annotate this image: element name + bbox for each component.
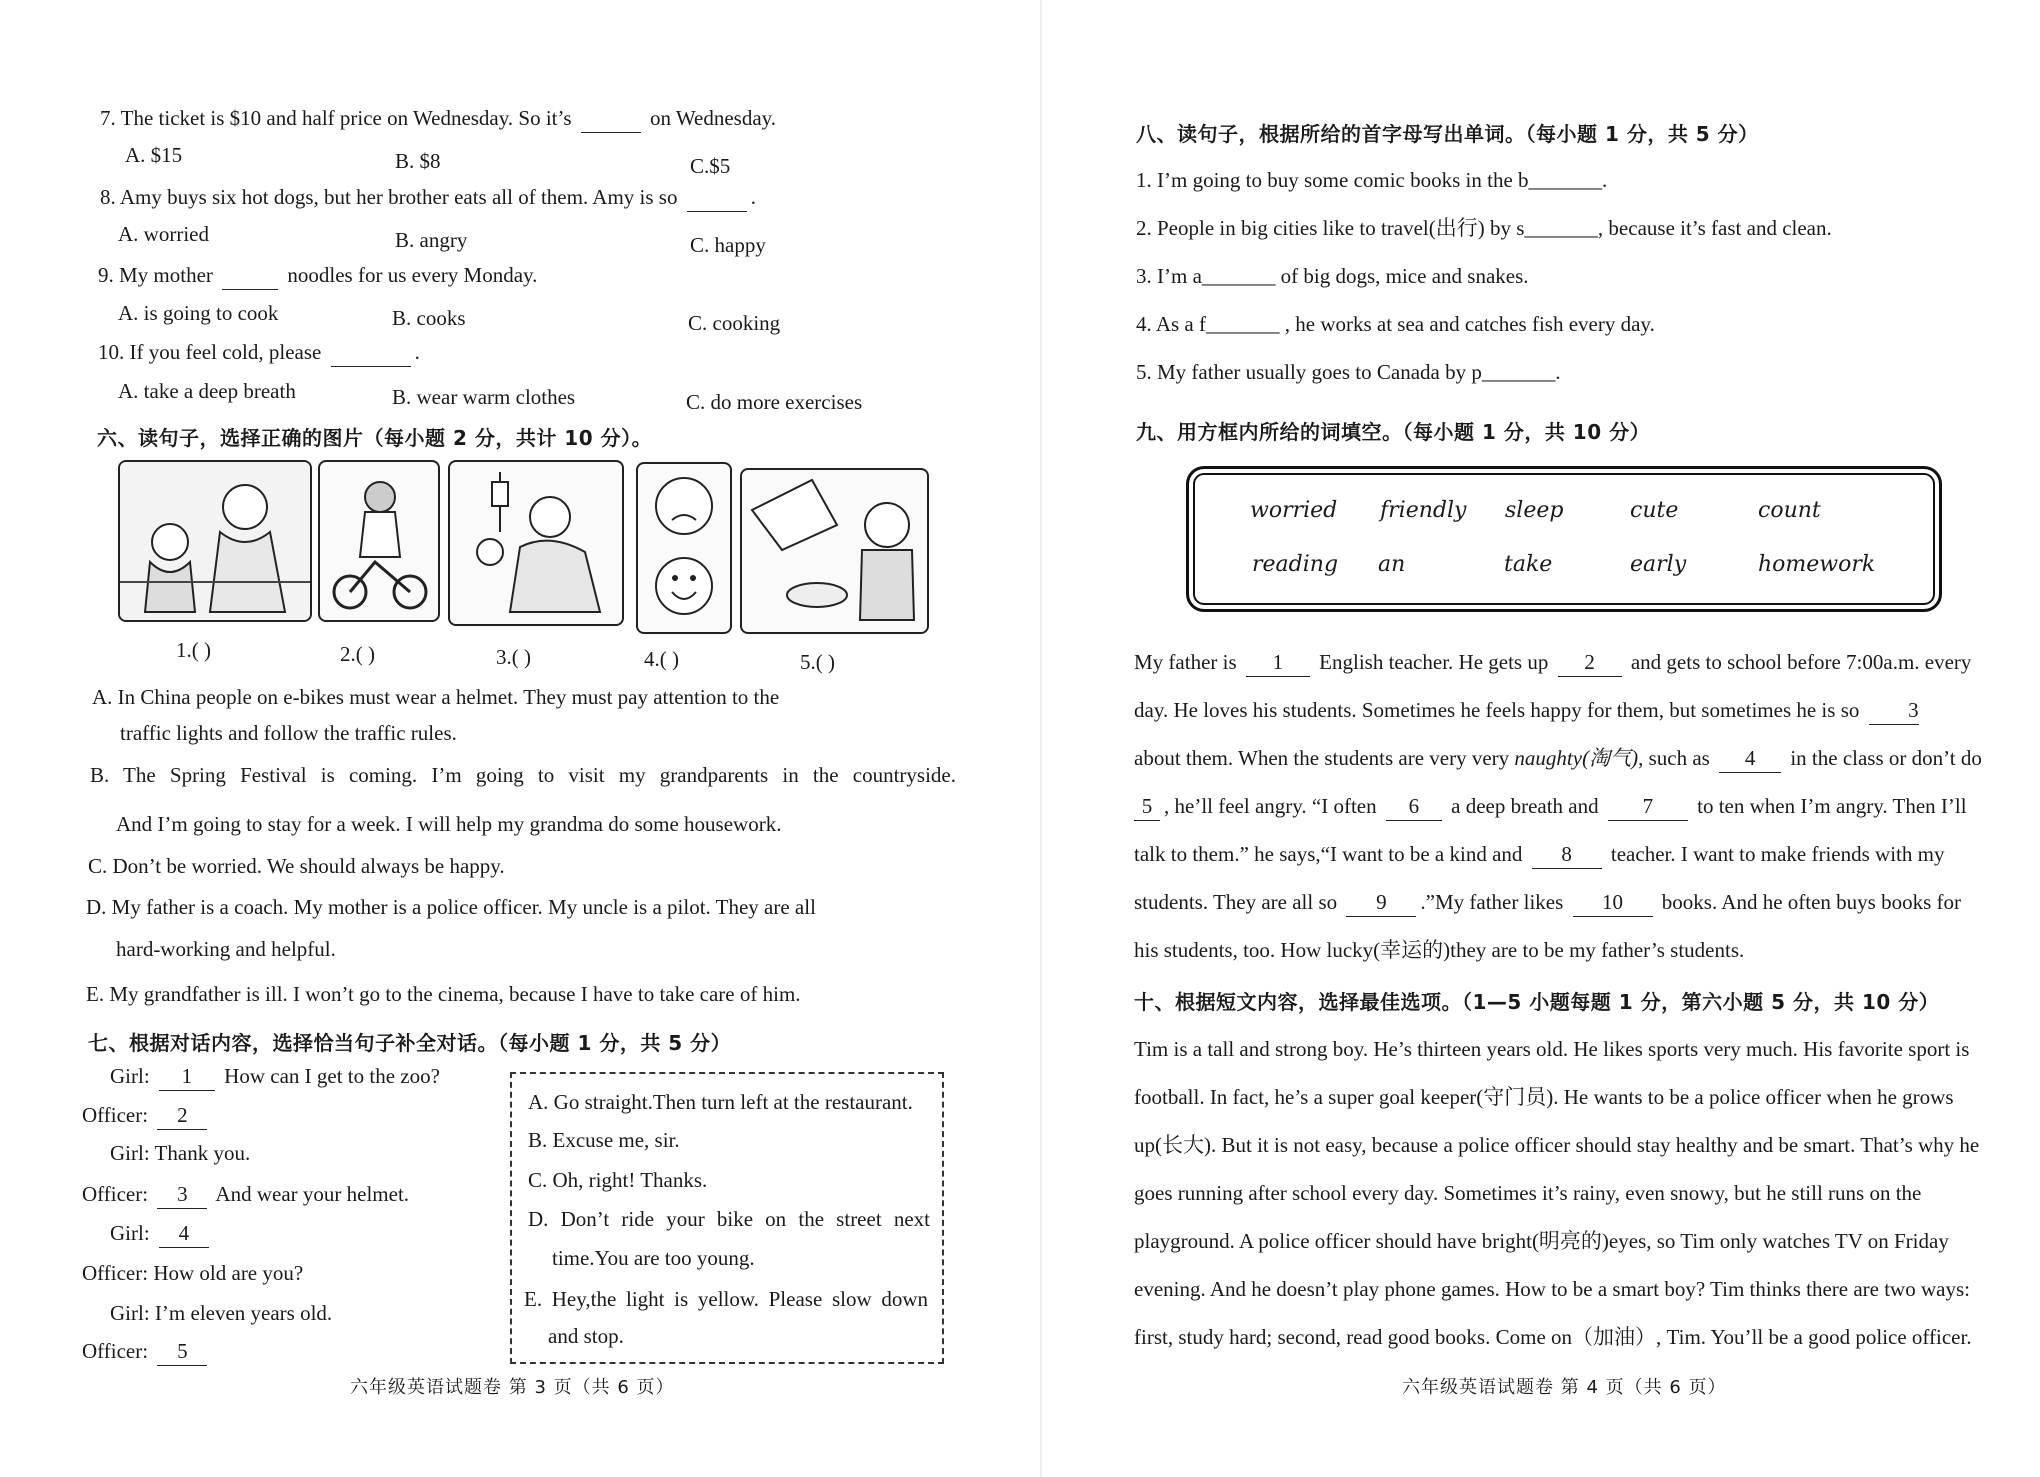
blank-5[interactable]: 5 <box>1134 792 1160 821</box>
page-footer: 六年级英语试题卷 第 4 页（共 6 页） <box>1402 1377 1727 1398</box>
passage-text: English teacher. He gets up <box>1319 650 1549 674</box>
word-bank-word: an <box>1378 552 1406 577</box>
passage-line-7: his students, too. How lucky(幸运的)they are to be my father’s students. <box>1134 938 1745 962</box>
sec8-item-1: 1. I’m going to buy some comic books in the b_______. <box>1136 168 1608 192</box>
sentence-a: A. In China people on e-bikes must wear a helmet. They must pay attention to the <box>92 685 780 709</box>
question-tail: . <box>750 185 756 209</box>
word-bank-word: reading <box>1252 552 1339 577</box>
whistle-icon <box>742 470 927 632</box>
blank-8[interactable]: 8 <box>1532 840 1602 869</box>
dialog-line-6 <box>82 1259 303 1287</box>
picture-5-whistle-officer <box>740 468 929 634</box>
sentence-d: D. My father is a coach. My mother is a police officer. My uncle is a pilot. They are all <box>86 895 816 919</box>
center-fold <box>1040 0 1042 1477</box>
speaker: Officer: <box>82 1339 149 1363</box>
passage-text: My father is <box>1134 650 1237 674</box>
q8-option-c[interactable]: C. happy <box>690 233 766 257</box>
answer-blank[interactable]: 1 <box>159 1062 215 1091</box>
page-footer: 六年级英语试题卷 第 3 页（共 6 页） <box>350 1377 675 1398</box>
picture-1-family-housework <box>118 460 312 622</box>
blank-4[interactable]: 4 <box>1719 744 1781 773</box>
q9-option-a[interactable]: A. is going to cook <box>118 301 279 325</box>
passage-text: to ten when I’m angry. Then I’ll <box>1697 794 1967 818</box>
picture-5-answer[interactable]: 5.( ) <box>800 650 835 674</box>
sec8-item-4: 4. As a f_______ , he works at sea and catches fish every day. <box>1136 312 1655 336</box>
dialog-line-1 <box>110 1062 440 1091</box>
sentence-b: B. The Spring Festival is coming. I’m going to visit my grandparents in the countryside. <box>90 763 956 787</box>
reading-line-4: goes running after school every day. Sometimes it’s rainy, even snowy, but he still runs on the <box>1134 1181 1922 1205</box>
passage-line-1 <box>1134 648 1971 677</box>
option-e: E. Hey,the light is yellow. Please slow down <box>524 1287 928 1311</box>
dialog-text: And wear your helmet. <box>215 1182 410 1206</box>
speaker: Girl: <box>110 1221 150 1245</box>
reading-line-5: playground. A police officer should have bright(明亮的)eyes, so Tim only watches TV on Friday <box>1134 1229 1949 1253</box>
reading-line-7: first, study hard; second, read good books. Come on（加油）, Tim. You’ll be a good police officer. <box>1134 1325 1972 1349</box>
q10-option-a[interactable]: A. take a deep breath <box>118 379 296 403</box>
speaker: Girl: <box>110 1141 150 1165</box>
question-text: 7. The ticket is $10 and half price on Wednesday. So it’s <box>100 106 572 130</box>
passage-line-6 <box>1134 888 1961 917</box>
word-bank-word: early <box>1630 552 1687 577</box>
answer-blank[interactable]: 3 <box>157 1180 207 1209</box>
question-text: 8. Amy buys six hot dogs, but her brother eats all of them. Amy is so <box>100 185 678 209</box>
passage-text: , such as <box>1638 746 1710 770</box>
housework-icon <box>120 462 310 620</box>
q7-option-b[interactable]: B. $8 <box>395 149 441 173</box>
picture-3-answer[interactable]: 3.( ) <box>496 645 531 669</box>
reading-line-2: football. In fact, he’s a super goal keeper(守门员). He wants to be a police officer when he grows <box>1134 1085 1954 1109</box>
blank-1[interactable]: 1 <box>1246 648 1310 677</box>
dialog-line-8 <box>82 1337 211 1366</box>
passage-line-5 <box>1134 840 1944 869</box>
q10-option-c[interactable]: C. do more exercises <box>686 390 863 414</box>
passage-line-3 <box>1134 744 1982 773</box>
q10-option-b[interactable]: B. wear warm clothes <box>392 385 576 409</box>
option-a: A. Go straight.Then turn left at the restaurant. <box>528 1090 913 1114</box>
answer-blank[interactable] <box>687 183 747 212</box>
speaker: Officer: <box>82 1182 149 1206</box>
passage-text: about them. When the students are very very <box>1134 746 1510 770</box>
speaker: Girl: <box>110 1064 150 1088</box>
question-tail: noodles for us every Monday. <box>287 263 538 287</box>
blank-7[interactable]: 7 <box>1608 792 1688 821</box>
section-8-heading: 八、读句子，根据所给的首字母写出单词。（每小题 1 分，共 5 分） <box>1136 122 1759 146</box>
page-4 <box>1090 0 2040 1477</box>
blank-2[interactable]: 2 <box>1558 648 1622 677</box>
passage-text: and gets to school before 7:00a.m. every <box>1630 650 1972 674</box>
dialog-line-7 <box>110 1299 332 1327</box>
q9-option-b[interactable]: B. cooks <box>392 306 466 330</box>
answer-blank[interactable]: 5 <box>157 1337 207 1366</box>
q7-option-a[interactable]: A. $15 <box>125 143 183 167</box>
picture-4-faces <box>636 462 732 634</box>
passage-text: .”My father likes <box>1420 890 1564 914</box>
dialog-text: How can I get to the zoo? <box>224 1064 440 1088</box>
sec8-item-5: 5. My father usually goes to Canada by p_______. <box>1136 360 1561 384</box>
word-bank-box <box>1186 466 1942 612</box>
ebike-icon <box>320 462 438 620</box>
section-9-heading: 九、用方框内所给的词填空。（每小题 1 分，共 10 分） <box>1136 420 1651 444</box>
sentence-a-cont: traffic lights and follow the traffic rules. <box>120 721 457 745</box>
sentence-c: C. Don’t be worried. We should always be happy. <box>88 854 505 878</box>
passage-text: in the class or don’t do <box>1790 746 1982 770</box>
word-bank-word: sleep <box>1505 498 1564 523</box>
question-text: 10. If you feel cold, please <box>98 340 322 364</box>
q9-option-c[interactable]: C. cooking <box>688 311 781 335</box>
word-bank-word: worried <box>1250 498 1338 523</box>
picture-3-sick-grandpa <box>448 460 624 626</box>
question-7 <box>100 104 776 133</box>
dialog-text: How old are you? <box>153 1261 304 1285</box>
q8-option-b[interactable]: B. angry <box>395 228 468 252</box>
answer-blank[interactable] <box>331 338 411 367</box>
word-bank-word: count <box>1758 498 1821 523</box>
dialog-line-5 <box>110 1219 213 1248</box>
question-8 <box>100 183 756 212</box>
passage-text: students. They are all so <box>1134 890 1338 914</box>
blank-10[interactable]: 10 <box>1573 888 1653 917</box>
blank-9[interactable]: 9 <box>1346 888 1416 917</box>
passage-text: a deep breath and <box>1451 794 1599 818</box>
dialog-line-4 <box>82 1180 409 1209</box>
passage-line-2 <box>1134 696 1923 725</box>
picture-1-answer[interactable]: 1.( ) <box>176 638 211 662</box>
faces-icon <box>638 464 730 632</box>
page-3 <box>0 0 1010 1477</box>
option-c: C. Oh, right! Thanks. <box>528 1168 708 1192</box>
section-7-heading: 七、根据对话内容，选择恰当句子补全对话。（每小题 1 分，共 5 分） <box>88 1031 732 1055</box>
answer-blank[interactable]: 4 <box>159 1219 209 1248</box>
dialog-text: I’m eleven years old. <box>154 1301 333 1325</box>
passage-text: day. He loves his students. Sometimes he feels happy for them, but sometimes he is so <box>1134 698 1860 722</box>
answer-blank[interactable] <box>581 104 641 133</box>
word-bank-word: homework <box>1758 552 1876 577</box>
hospital-icon <box>450 462 622 624</box>
passage-text: books. And he often buys books for <box>1661 890 1962 914</box>
option-d-cont: time.You are too young. <box>552 1246 755 1270</box>
blank-3[interactable]: 3 <box>1869 696 1919 725</box>
reading-line-6: evening. And he doesn’t play phone games. How to be a smart boy? Tim thinks there are two ways: <box>1134 1277 1970 1301</box>
q8-option-a[interactable]: A. worried <box>118 222 209 246</box>
picture-2-answer[interactable]: 2.( ) <box>340 642 375 666</box>
speaker: Officer: <box>82 1261 149 1285</box>
question-tail: on Wednesday. <box>650 106 777 130</box>
dialog-line-3 <box>110 1139 250 1167</box>
sec8-item-2: 2. People in big cities like to travel(出行) by s_______, because it’s fast and clean. <box>1136 216 1832 240</box>
word-bank-word: friendly <box>1380 498 1467 523</box>
question-text: 9. My mother <box>98 263 213 287</box>
option-d: D. Don’t ride your bike on the street next <box>528 1207 930 1231</box>
passage-line-4 <box>1134 792 1967 821</box>
question-10 <box>98 338 420 367</box>
sentence-d-cont: hard-working and helpful. <box>116 937 336 961</box>
reading-line-1: Tim is a tall and strong boy. He’s thirteen years old. He likes sports very much. His favorite sport is <box>1134 1037 1970 1061</box>
answer-blank[interactable] <box>222 261 278 290</box>
passage-text: teacher. I want to make friends with my <box>1610 842 1945 866</box>
dialog-line-2 <box>82 1101 211 1130</box>
reading-line-3: up(长大). But it is not easy, because a police officer should stay healthy and be smart. That’s why he <box>1134 1133 1980 1157</box>
option-b: B. Excuse me, sir. <box>528 1128 680 1152</box>
sec8-item-3: 3. I’m a_______ of big dogs, mice and snakes. <box>1136 264 1529 288</box>
question-tail: . <box>414 340 420 364</box>
picture-4-answer[interactable]: 4.( ) <box>644 647 679 671</box>
blank-6[interactable]: 6 <box>1386 792 1442 821</box>
passage-italic: naughty(淘气) <box>1514 746 1639 770</box>
speaker: Girl: <box>110 1301 150 1325</box>
speaker: Officer: <box>82 1103 149 1127</box>
sentence-e: E. My grandfather is ill. I won’t go to the cinema, because I have to take care of him. <box>86 982 801 1006</box>
sentence-b-cont: And I’m going to stay for a week. I will help my grandma do some housework. <box>116 812 782 836</box>
passage-text: talk to them.” he says,“I want to be a kind and <box>1134 842 1523 866</box>
dialog-text: Thank you. <box>154 1141 251 1165</box>
question-9 <box>98 261 537 290</box>
answer-blank[interactable]: 2 <box>157 1101 207 1130</box>
passage-text: , he’ll feel angry. “I often <box>1164 794 1377 818</box>
word-bank-word: take <box>1504 552 1553 577</box>
picture-2-ebike-helmet <box>318 460 440 622</box>
option-e-cont: and stop. <box>548 1324 624 1348</box>
q7-option-c[interactable]: C.$5 <box>690 154 731 178</box>
section-10-heading: 十、根据短文内容，选择最佳选项。（1—5 小题每题 1 分，第六小题 5 分，共 10 分） <box>1134 990 1940 1014</box>
word-bank-word: cute <box>1630 498 1679 523</box>
section-6-heading: 六、读句子，选择正确的图片（每小题 2 分，共计 10 分）。 <box>97 426 653 450</box>
